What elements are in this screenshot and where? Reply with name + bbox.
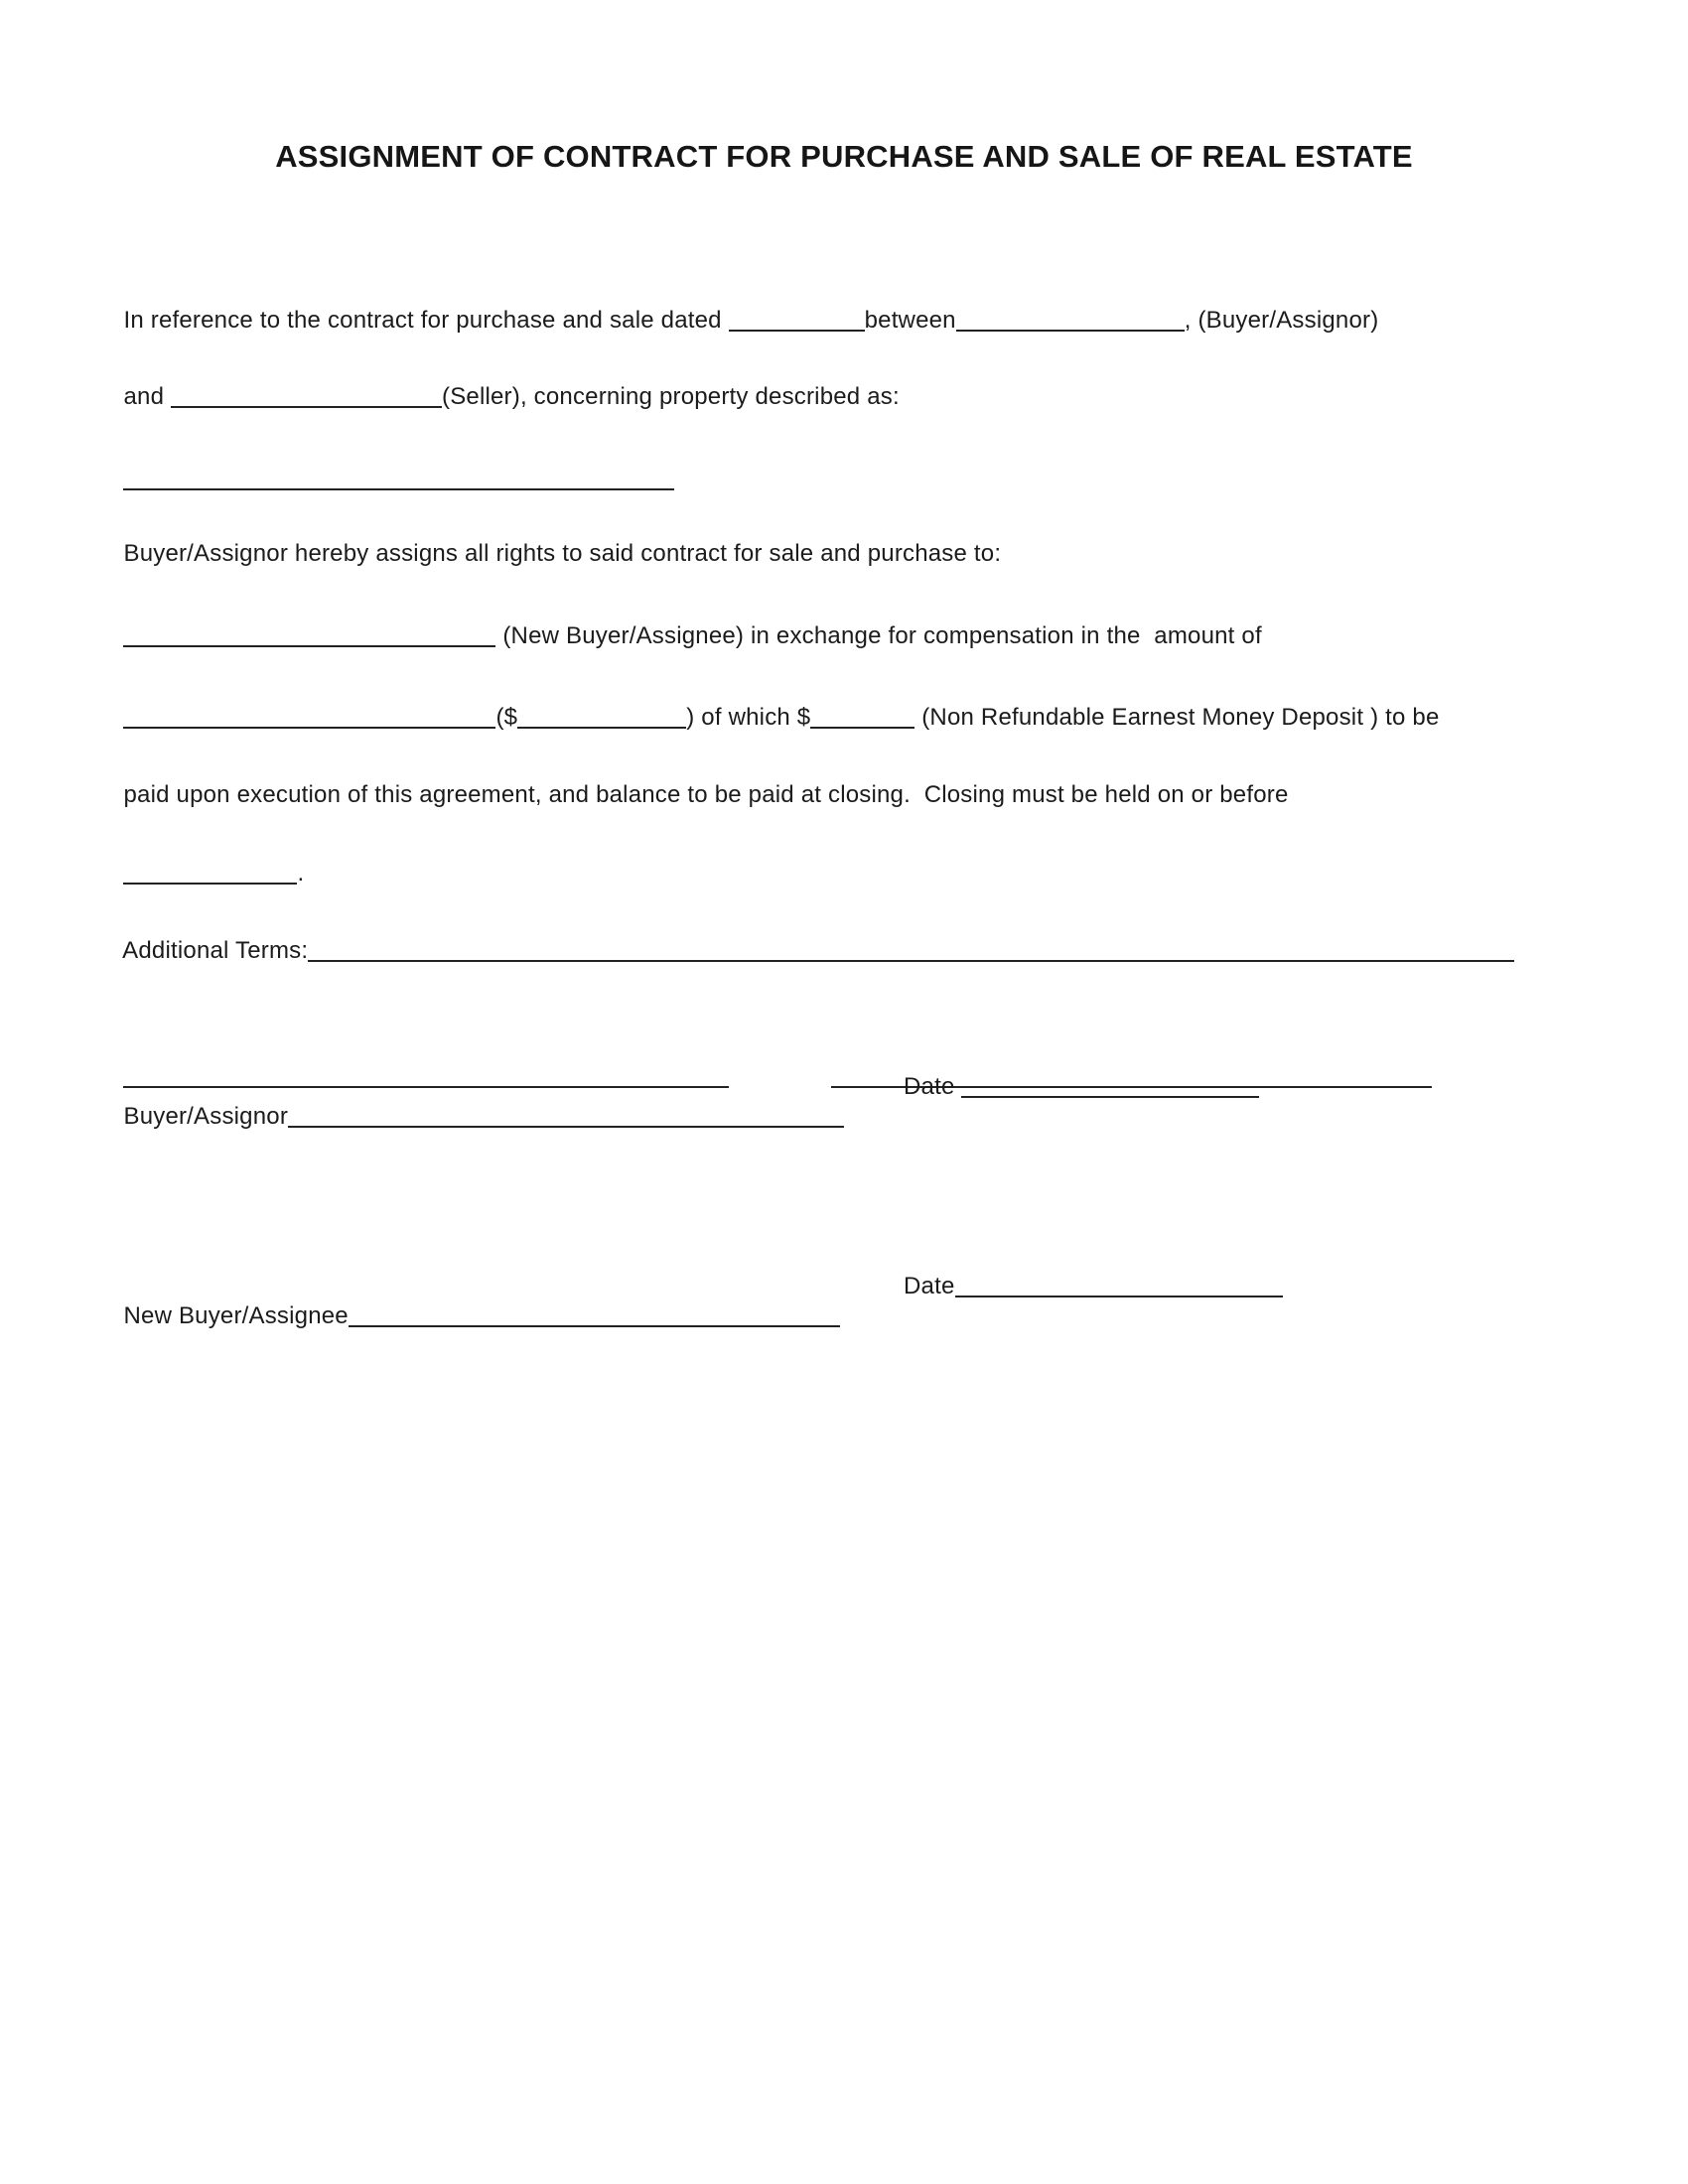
period-text: . [297, 860, 305, 887]
compensation-amount-words-blank [123, 727, 495, 729]
assigns-text: Buyer/Assignor hereby assigns all rights to said contract for sale and purchase to: [123, 540, 1002, 567]
date-label-1: Date [904, 1073, 962, 1100]
contract-date-blank [729, 330, 865, 332]
new-buyer-signature-label: New Buyer/Assignee [123, 1302, 349, 1329]
buyer-assignor-date-group [904, 1072, 1259, 1102]
buyer-assignor-signature-row [96, 1072, 1688, 1191]
buyer-assignor-signature-blank [288, 1126, 844, 1128]
between-text: between [864, 307, 956, 334]
closing-date-blank [123, 883, 297, 885]
seller-name-blank [171, 406, 442, 408]
earnest-money-amount-blank [810, 727, 914, 729]
additional-terms-line [96, 906, 1592, 996]
compensation-line [96, 673, 1592, 762]
intro-line-2 [96, 352, 1592, 442]
closing-date-line [96, 829, 1592, 918]
and-text: and [123, 383, 171, 410]
buyer-assignor-date-blank [961, 1096, 1259, 1098]
buyer-assignor-name-blank [956, 330, 1185, 332]
additional-terms-blank [308, 960, 1514, 962]
of-which-text: ) of which $ [686, 704, 811, 731]
new-buyer-date-group [904, 1272, 1283, 1301]
paid-upon-text: paid upon execution of this agreement, and balance to be paid at closing. Closing must be held on or before [123, 781, 1289, 808]
date-label-2: Date [904, 1273, 955, 1299]
additional-terms-label: Additional Terms: [122, 937, 309, 964]
new-buyer-line [96, 592, 1592, 681]
seller-suffix-text: (Seller), concerning property described as: [442, 383, 900, 410]
intro-dated-text: In reference to the contract for purchase and sale dated [123, 307, 729, 334]
paid-upon-line [96, 751, 1592, 840]
buyer-assignor-suffix-text: , (Buyer/Assignor) [1184, 307, 1379, 334]
new-buyer-name-blank [123, 645, 495, 647]
property-description-blank [123, 488, 674, 490]
new-buyer-date-blank [955, 1296, 1283, 1297]
amount-open-text: ($ [495, 704, 518, 731]
assigns-line [96, 509, 1592, 599]
emd-suffix-text: (Non Refundable Earnest Money Deposit ) to be [914, 704, 1440, 731]
new-buyer-signature-blank [349, 1325, 840, 1327]
new-buyer-signature-row [96, 1272, 1688, 1391]
compensation-amount-numeric-blank [517, 727, 686, 729]
new-buyer-suffix-text: (New Buyer/Assignee) in exchange for compensation in the amount of [495, 622, 1262, 649]
document-title: ASSIGNMENT OF CONTRACT FOR PURCHASE AND SALE OF REAL ESTATE [275, 139, 1413, 174]
buyer-assignor-signature-label: Buyer/Assignor [123, 1103, 289, 1130]
